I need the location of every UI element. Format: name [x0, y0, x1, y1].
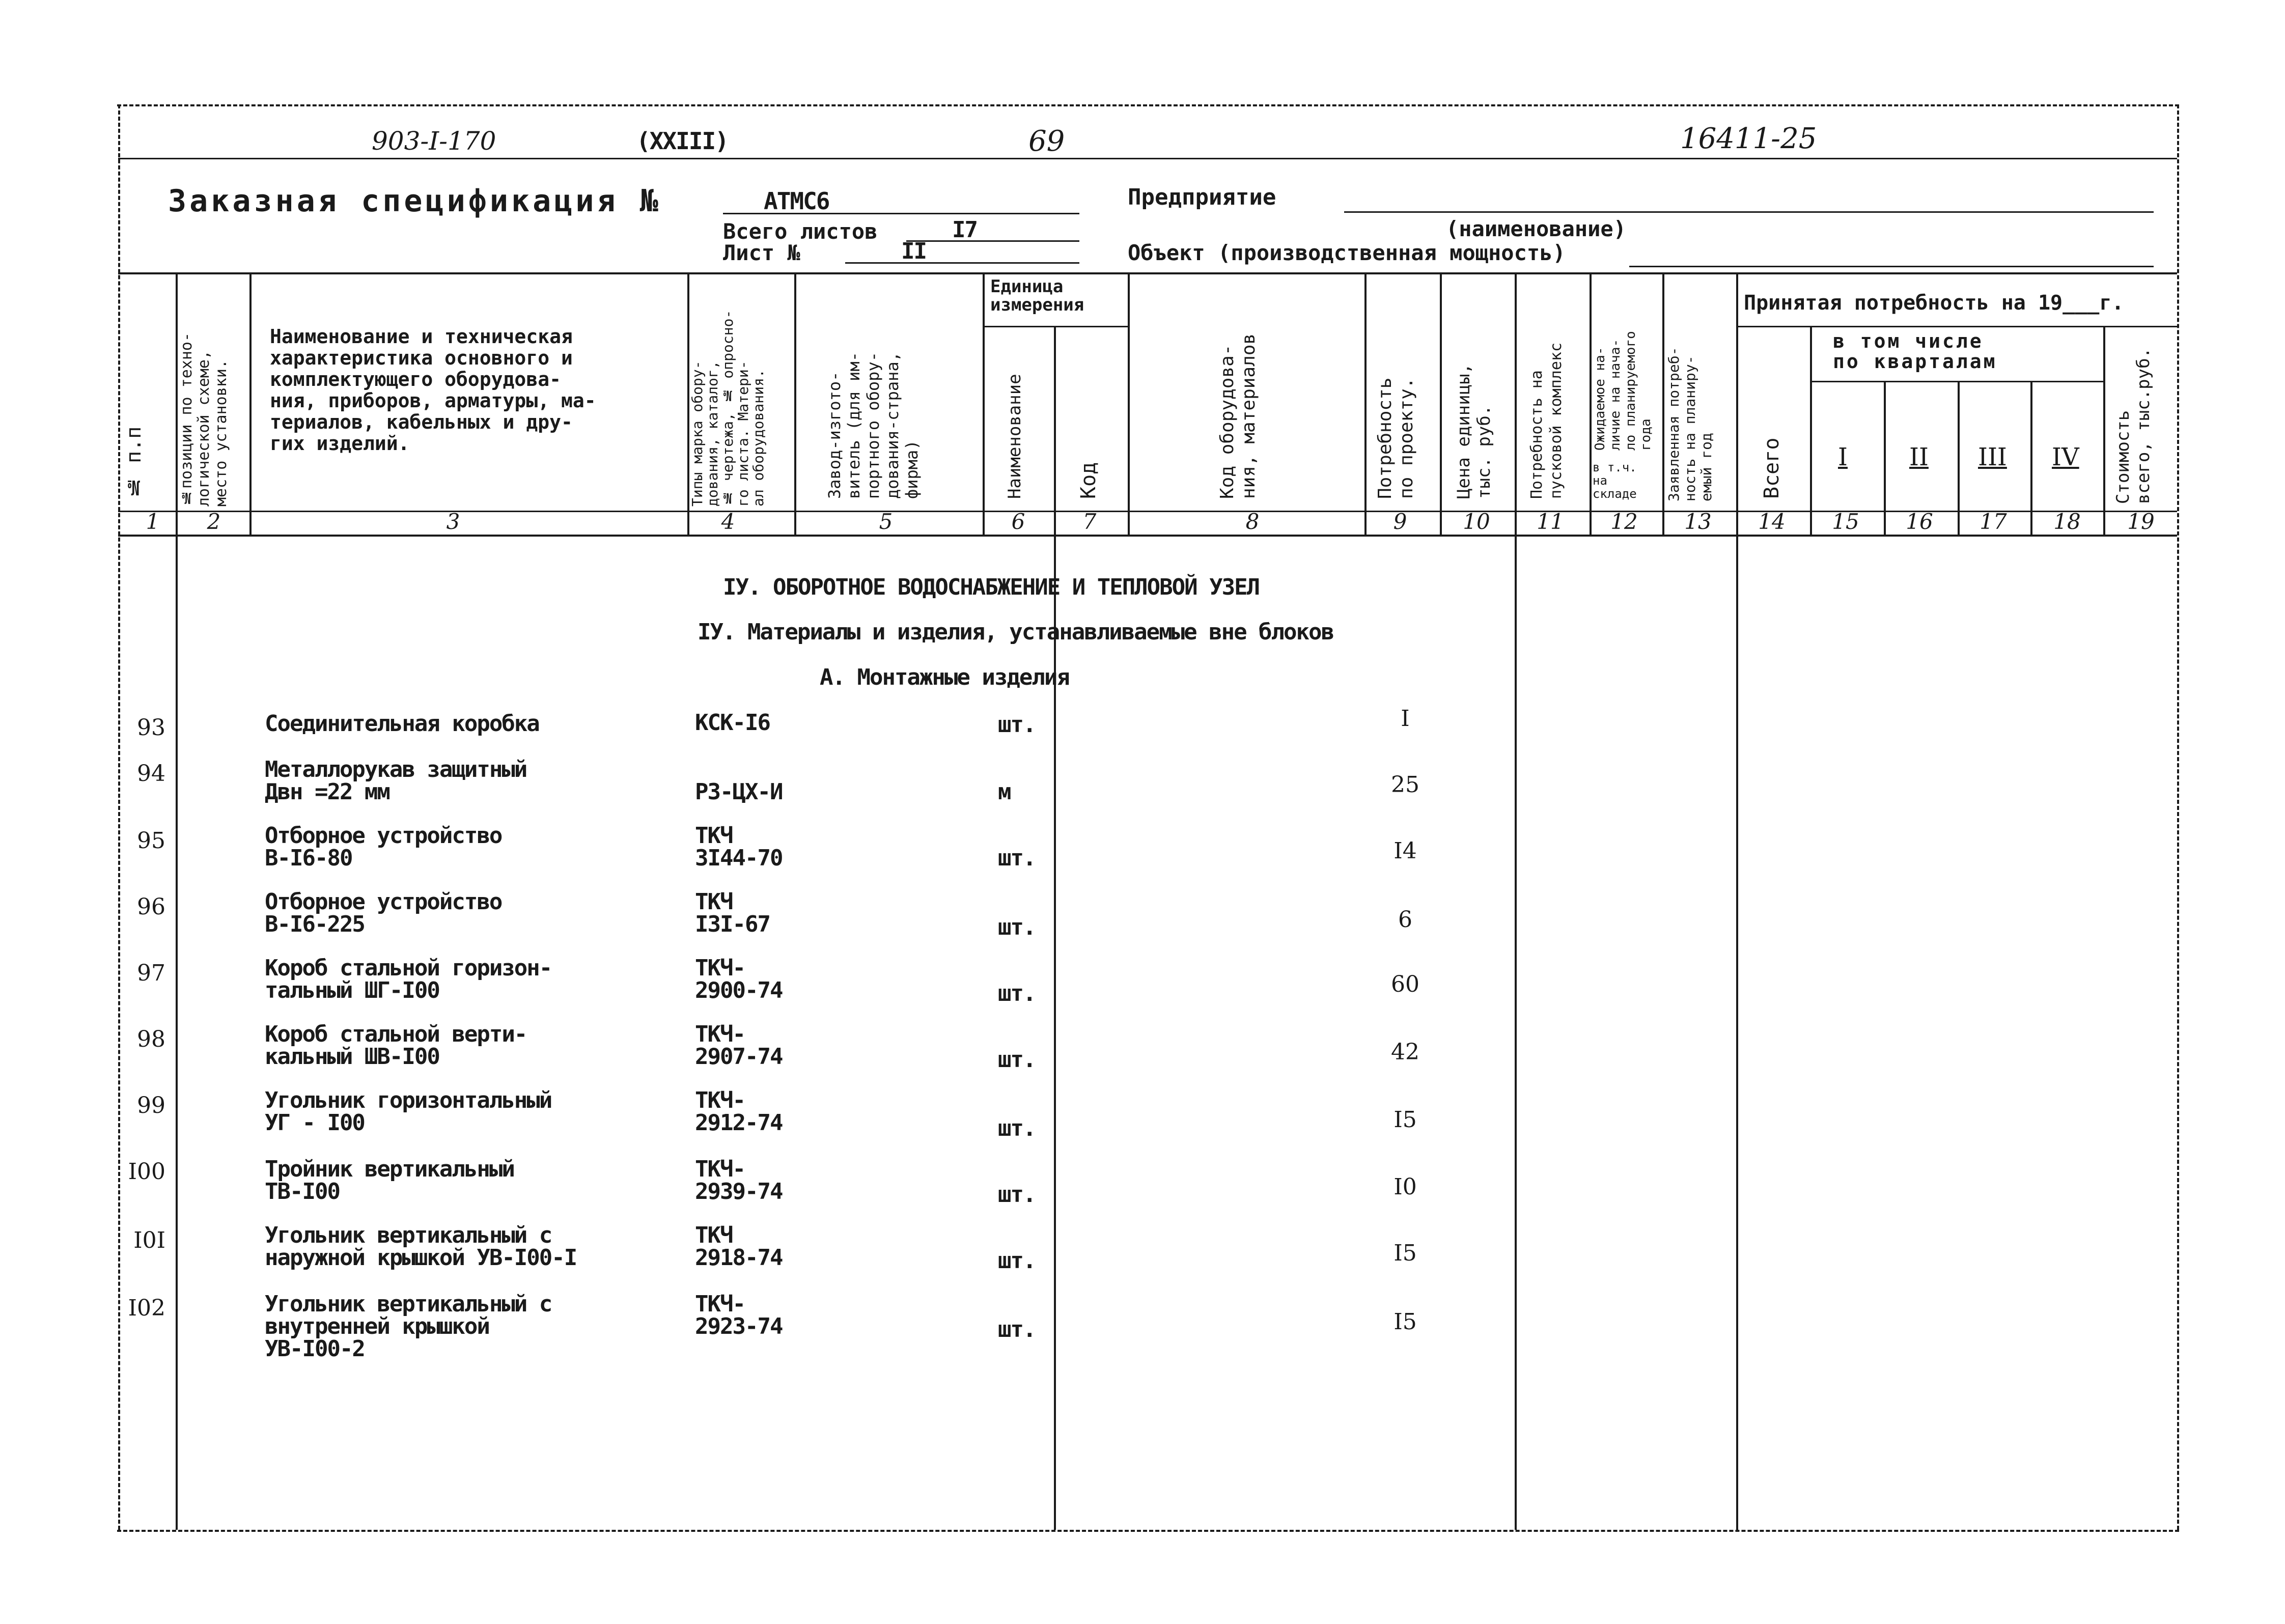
col-line-13 [1736, 272, 1738, 1530]
sheet-no-label: Лист № [723, 240, 800, 265]
col-header-4: Типы марка обору- дования, каталог, № чертежа, № опросно- го листа. Матери- ал оборудования. [689, 310, 767, 507]
col-number-12: 12 [1610, 509, 1638, 534]
row-qty: 42 [1391, 1039, 1419, 1065]
row-number: 96 [137, 894, 165, 920]
row-name: Соединительная коробка [265, 711, 539, 737]
col-number-14: 14 [1758, 509, 1786, 534]
row-unit: шт. [998, 1182, 1036, 1208]
col-line-10 [1515, 272, 1517, 1530]
col-number-19: 19 [2127, 509, 2155, 534]
col-header-6: Наименование [1005, 374, 1025, 499]
row-number: 93 [137, 715, 165, 741]
quarters-group-rule [1810, 381, 2103, 382]
row-code: ТКЧ- 2900-74 [695, 955, 783, 1003]
object-underline [1629, 266, 2154, 267]
album-number: 16411-25 [1680, 122, 1817, 155]
row-name: Короб стальной горизон- тальный ШГ-I00 [265, 955, 552, 1003]
col-line-12 [1662, 272, 1664, 535]
sheet-no: II [901, 238, 926, 264]
row-name: Угольник горизонтальный УГ - I00 [265, 1087, 552, 1136]
accepted-group-header: Принятая потребность на 19___г. [1744, 291, 2124, 315]
row-code: ТКЧ 3I44-70 [695, 823, 783, 871]
row-qty: 6 [1398, 907, 1412, 933]
table-colnum-top [118, 511, 2177, 512]
row-name: Угольник вертикальный с внутренней крышкой УВ-I00-2 [265, 1291, 552, 1362]
col-header-12: Ожидаемое на- личие на нача- ло планируемого года [1593, 331, 1654, 451]
col-number-3: 3 [446, 509, 460, 534]
row-number: I0I [133, 1227, 165, 1253]
enterprise-underline [1344, 211, 2154, 213]
col-header-6-group: Единица измерения [990, 276, 1084, 315]
row-unit: м [998, 779, 1011, 805]
section-subtitle: IУ. Материалы и изделия, устанавливаемые вне блоков [698, 619, 1334, 645]
col-number-8: 8 [1245, 509, 1260, 534]
col-line-9 [1440, 272, 1442, 535]
col-line-2 [249, 272, 252, 535]
row-qty: I5 [1394, 1107, 1417, 1133]
row-unit: шт. [998, 914, 1036, 940]
part-number: (XXIII) [636, 127, 728, 155]
col-header-1: № п.п [122, 426, 146, 499]
row-number: 97 [137, 960, 165, 986]
row-qty: I4 [1394, 838, 1417, 864]
col-header-13: Заявленная потреб- ность на планиру- емый год [1665, 347, 1715, 501]
row-qty: 60 [1391, 971, 1419, 997]
row-code: ТКЧ 2918-74 [695, 1222, 783, 1271]
col-number-9: 9 [1393, 509, 1407, 534]
col-line-11 [1590, 272, 1592, 535]
bottom-border [117, 1530, 2179, 1532]
sheet-no-underline [845, 262, 1079, 264]
row-name: Металлорукав защитный Двн =22 мм [265, 757, 527, 805]
enterprise-label: Предприятие [1128, 184, 1276, 210]
col-header-2: №позиции по техно- логической схеме, место установки. [178, 332, 230, 507]
col-number-18: 18 [2053, 509, 2081, 534]
row-qty: I0 [1394, 1174, 1417, 1200]
sheets-total-label: Всего листов [723, 219, 878, 244]
col-line-8 [1364, 272, 1367, 535]
col-line-6 [1054, 326, 1056, 1530]
row-unit: шт. [998, 1115, 1036, 1141]
col-line-17 [2030, 381, 2032, 535]
row-unit: шт. [998, 981, 1036, 1006]
col-header-19: Стоимость всего, тыс.руб. [2113, 347, 2154, 504]
row-qty: 25 [1391, 772, 1419, 798]
col-number-16: 16 [1906, 509, 1933, 534]
row-unit: шт. [998, 1317, 1036, 1342]
section-title: IУ. ОБОРОТНОЕ ВОДОСНАБЖЕНИЕ И ТЕПЛОВОЙ УЗЕЛ [723, 574, 1260, 600]
row-number: I00 [128, 1159, 165, 1185]
row-code: ТКЧ- 2939-74 [695, 1156, 783, 1205]
row-code: ТКЧ- 2907-74 [695, 1021, 783, 1070]
accepted-group-rule [1736, 326, 2177, 327]
col-line-14 [1810, 326, 1812, 535]
table-top [118, 272, 2177, 274]
col-number-17: 17 [1980, 509, 2007, 534]
col-line-5 [983, 272, 985, 535]
page-number: 69 [1028, 125, 1065, 158]
col-header-14: Всего [1760, 437, 1784, 499]
col-line-7 [1128, 272, 1130, 535]
col-line-15 [1884, 381, 1886, 535]
col-header-5: Завод-изгото- витель (для им- портного обору- дования-страна, фирма) [825, 352, 922, 499]
row-qty: I5 [1394, 1309, 1417, 1335]
col-number-11: 11 [1537, 509, 1564, 534]
row-code: РЗ-ЦХ-И [695, 779, 783, 805]
row-number: 99 [137, 1093, 165, 1118]
col-number-2: 2 [207, 509, 221, 534]
col-header-12b: в т.ч. на складе [1593, 460, 1637, 501]
col-header-8: Код оборудова- ния, материалов [1217, 333, 1259, 499]
subsection-title: А. Монтажные изделия [820, 664, 1069, 690]
col-header-11: Потребность на пусковой комплекс [1528, 342, 1565, 499]
col-number-1: 1 [146, 509, 160, 534]
row-code: ТКЧ I3I-67 [695, 889, 770, 937]
quarters-label: в том числе по кварталам [1833, 330, 1997, 373]
row-name: Короб стальной верти- кальный ШВ-I00 [265, 1021, 527, 1070]
object-label: Объект (производственная мощность) [1128, 240, 1566, 265]
col-number-10: 10 [1463, 509, 1490, 534]
col-header-10: Цена единицы, тыс. руб. [1454, 363, 1494, 499]
right-border [2177, 104, 2179, 1530]
row-code: КСК-I6 [695, 710, 770, 736]
spec-number: АТМС6 [764, 187, 829, 215]
sheets-total-underline [906, 240, 1079, 242]
row-name: Угольник вертикальный с наружной крышкой УВ-I00-I [265, 1222, 577, 1271]
name-note: (наименование) [1446, 216, 1627, 241]
row-unit: шт. [998, 1047, 1036, 1073]
col-header-3: Наименование и техническая характеристика основного и комплектующего оборудова- ния, приборов, арматуры, ма- териалов, кабельных и дру- гих изделий. [270, 325, 596, 455]
row-unit: шт. [998, 712, 1036, 738]
sheets-total: I7 [952, 217, 977, 243]
top-border [117, 104, 2179, 106]
col-header-15: I [1838, 443, 1848, 471]
spec-number-underline [723, 213, 1079, 214]
col-header-18: IV [2052, 443, 2079, 471]
row-qty: I5 [1394, 1240, 1417, 1266]
row-number: 98 [137, 1026, 165, 1052]
row-unit: шт. [998, 845, 1036, 871]
row-code: ТКЧ- 2912-74 [695, 1087, 783, 1136]
doc-code: 903-I-170 [372, 126, 496, 156]
col-number-6: 6 [1011, 509, 1025, 534]
col-header-7: Код [1077, 462, 1100, 499]
table-header-bottom [118, 535, 2177, 537]
top-rule [118, 158, 2177, 159]
col-line-4 [794, 272, 796, 535]
col-header-9: Потребность по проекту. [1375, 377, 1417, 499]
col-number-15: 15 [1832, 509, 1859, 534]
row-name: Отборное устройство В-I6-225 [265, 889, 502, 937]
spec-title: Заказная спецификация № [168, 183, 661, 219]
row-name: Тройник вертикальный ТВ-I00 [265, 1156, 514, 1205]
row-qty: I [1401, 706, 1410, 732]
row-number: 95 [137, 828, 165, 854]
col-number-13: 13 [1684, 509, 1712, 534]
row-number: I02 [128, 1295, 165, 1321]
col-number-5: 5 [879, 509, 893, 534]
col-line-16 [1958, 381, 1960, 535]
col-header-17: III [1978, 443, 2007, 471]
col-header-16: II [1909, 443, 1929, 471]
row-unit: шт. [998, 1248, 1036, 1274]
row-number: 94 [137, 761, 165, 787]
row-name: Отборное устройство В-I6-80 [265, 823, 502, 871]
col-line-18 [2103, 326, 2105, 535]
row-code: ТКЧ- 2923-74 [695, 1291, 783, 1339]
col-number-4: 4 [721, 509, 735, 534]
col-number-7: 7 [1082, 509, 1097, 534]
